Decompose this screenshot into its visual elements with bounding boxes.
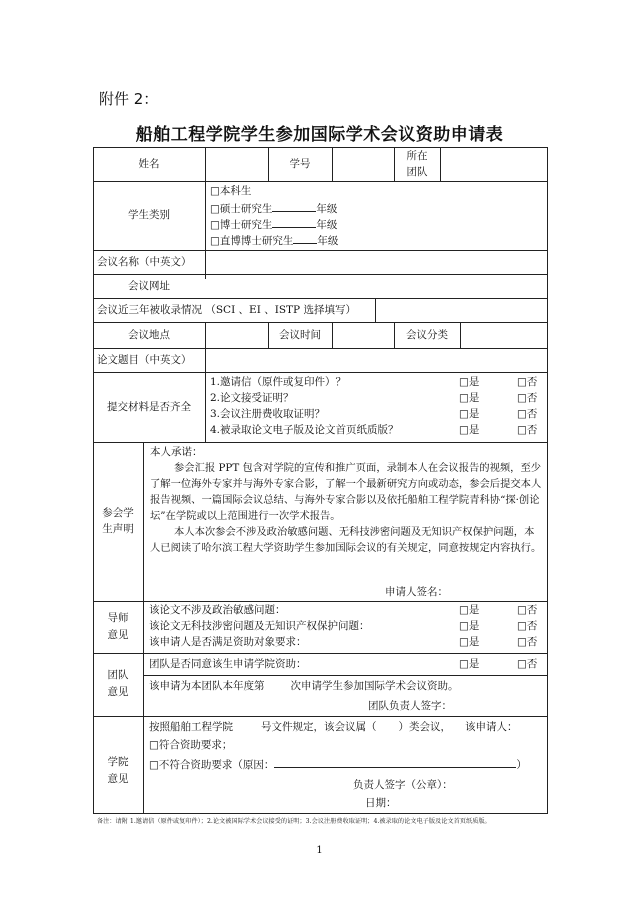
category-label: 会议分类	[406, 329, 448, 341]
meets-requirements-checkbox[interactable]: □符合资助要求；	[149, 739, 233, 751]
paper-title-field[interactable]	[206, 349, 547, 372]
declaration-heading: 本人承诺：	[150, 446, 203, 458]
time-field[interactable]	[333, 323, 394, 348]
no-checkbox[interactable]: □否	[517, 658, 538, 670]
page-number: 1	[316, 845, 323, 856]
not-meets-line	[149, 756, 527, 772]
team-leader-signature-label: 团队负责人签字：	[368, 700, 452, 712]
conference-url-field[interactable]	[206, 275, 547, 298]
college-text-c: ）类会议，	[398, 721, 451, 733]
table-border-bottom	[93, 813, 547, 814]
phd-option	[210, 216, 337, 232]
conference-name-field[interactable]	[206, 251, 547, 274]
student-id-label: 学号	[289, 158, 311, 170]
declaration-para-1: 参会汇报 PPT 包含对学院的宣传和推广页面，录制本人在会议报告的视频，至少了解一位海外专家并与海外专家合影，了解一个最新研究方向或动态，参会后提交本人报告视频、一篇国际会议总结、与海外专家合影以及依托船舶工程学院青科协“探·创论坛”在学院或以上范围进行一次学术报告。	[150, 462, 542, 522]
footnote: 备注：请附 1.邀请信（原件或复印件）；2.论文被国际学术会议接受的证明；3.会议注册费收取证明；4.被录取的论文电子版及论文首页纸质版。	[97, 818, 491, 825]
no-checkbox[interactable]: □否	[517, 392, 538, 404]
applicant-signature-field[interactable]	[450, 583, 540, 600]
location-field[interactable]	[206, 323, 268, 348]
advisor-item: 该论文无科技涉密问题及无知识产权保护问题：	[149, 620, 370, 632]
college-opinion-label-line2: 意见	[107, 773, 129, 785]
direct-phd-option	[210, 232, 338, 248]
team-label-line1: 所在	[406, 150, 428, 162]
master-checkbox[interactable]: □硕士研究生	[210, 203, 273, 215]
grade-suffix: 年级	[316, 219, 338, 231]
student-id-field[interactable]	[333, 148, 394, 181]
close-paren: ）	[516, 759, 527, 771]
college-text-d: 该申请人：	[465, 721, 518, 733]
no-checkbox[interactable]: □否	[517, 424, 538, 436]
not-meets-checkbox[interactable]: □不符合资助要求（原因：	[149, 759, 275, 771]
advisor-label-line2: 意见	[107, 629, 129, 641]
no-checkbox[interactable]: □否	[517, 604, 538, 616]
team-field[interactable]	[441, 148, 547, 181]
yes-checkbox[interactable]: □是	[459, 636, 480, 648]
yes-checkbox[interactable]: □是	[459, 408, 480, 420]
name-field[interactable]	[206, 148, 268, 181]
form-title: 船舶工程学院学生参加国际学术会议资助申请表	[135, 125, 504, 145]
direct-phd-grade-blank[interactable]	[293, 232, 317, 244]
declaration-label-line1: 参会学	[102, 507, 134, 519]
table-border-left	[93, 147, 94, 814]
team-count-text-b: 次申请学生参加国际学术会议资助。	[290, 680, 459, 692]
attachment-label: 附件 2：	[99, 90, 159, 108]
phd-grade-blank[interactable]	[272, 216, 316, 228]
yes-checkbox[interactable]: □是	[459, 392, 480, 404]
date-label: 日期：	[365, 797, 397, 809]
team-label-line2: 团队	[406, 166, 428, 178]
direct-phd-checkbox[interactable]: □直博博士研究生	[210, 235, 294, 247]
team-application-count	[149, 679, 459, 693]
no-checkbox[interactable]: □否	[517, 376, 538, 388]
master-option	[210, 200, 337, 216]
materials-item: 1.邀请信（原件或复印件）？	[210, 376, 347, 388]
yes-checkbox[interactable]: □是	[459, 604, 480, 616]
time-label: 会议时间	[279, 329, 321, 341]
advisor-item: 该论文不涉及政治敏感问题：	[149, 604, 286, 616]
yes-checkbox[interactable]: □是	[459, 658, 480, 670]
reason-field[interactable]	[274, 756, 516, 768]
college-rule-line	[149, 720, 518, 734]
materials-item: 3.会议注册费收取证明？	[210, 408, 326, 420]
indexing-label: 会议近三年被收录情况 （SCI 、EI 、ISTP 选择填写）	[97, 304, 356, 316]
category-field[interactable]	[461, 323, 547, 348]
college-signature-label: 负责人签字（公章）：	[353, 779, 453, 791]
materials-item: 4.被录取论文电子版及论文首页纸质版？	[210, 424, 399, 436]
conference-url-label: 会议网址	[128, 280, 170, 292]
location-label: 会议地点	[128, 329, 170, 341]
name-label: 姓名	[138, 158, 160, 170]
advisor-item: 该申请人是否满足资助对象要求：	[149, 636, 307, 648]
master-grade-blank[interactable]	[272, 200, 316, 212]
team-opinion-label-line1: 团队	[107, 669, 129, 681]
no-checkbox[interactable]: □否	[517, 636, 538, 648]
declaration-label-line2: 生声明	[102, 523, 134, 535]
materials-label: 提交材料是否齐全	[107, 401, 191, 413]
grade-suffix: 年级	[316, 203, 338, 215]
no-checkbox[interactable]: □否	[517, 620, 538, 632]
conference-name-label: 会议名称（中英文）	[97, 256, 192, 268]
declaration-para-2: 本人本次参会不涉及政治敏感问题、无科技涉密问题及无知识产权保护问题，本人已阅读了哈尔滨工程大学资助学生参加国际会议的有关规定，同意按规定内容执行。	[150, 526, 542, 554]
college-text-b: 号文件规定，该会议属（	[261, 721, 377, 733]
team-approval-question: 团队是否同意该生申请学院资助：	[149, 658, 307, 670]
college-text-a: 按照船舶工程学院	[149, 721, 233, 733]
team-opinion-label-line2: 意见	[107, 686, 129, 698]
yes-checkbox[interactable]: □是	[459, 620, 480, 632]
applicant-signature-label: 申请人签名：	[385, 586, 448, 598]
yes-checkbox[interactable]: □是	[459, 424, 480, 436]
advisor-label-line1: 导师	[107, 612, 129, 624]
undergrad-checkbox[interactable]: □本科生	[210, 185, 252, 197]
student-type-label: 学生类别	[128, 209, 170, 221]
indexing-field[interactable]	[376, 299, 547, 322]
team-count-text-a: 该申请为本团队本年度第	[149, 680, 265, 692]
no-checkbox[interactable]: □否	[517, 408, 538, 420]
materials-item: 2.论文接受证明？	[210, 392, 294, 404]
grade-suffix: 年级	[317, 235, 339, 247]
college-opinion-label-line1: 学院	[107, 756, 129, 768]
table-border-right	[547, 147, 548, 814]
yes-checkbox[interactable]: □是	[459, 376, 480, 388]
paper-title-label: 论文题目（中英文）	[97, 354, 192, 366]
phd-checkbox[interactable]: □博士研究生	[210, 219, 273, 231]
